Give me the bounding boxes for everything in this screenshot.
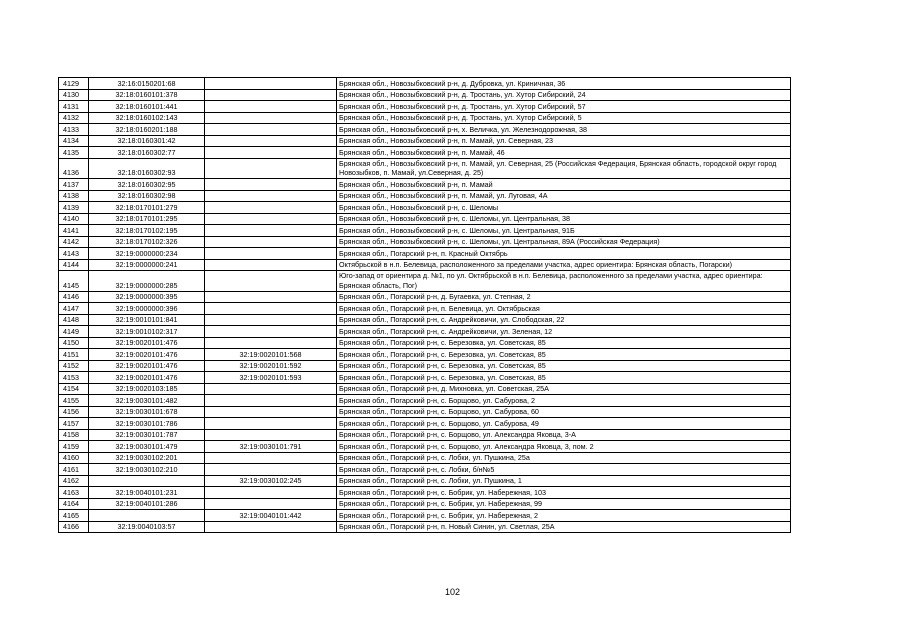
table-row [59, 395, 791, 407]
row-number: 4157 [59, 418, 89, 430]
cadastral-number: 32:19:0030101:482 [89, 395, 205, 407]
table-row [59, 78, 791, 90]
row-number: 4132 [59, 112, 89, 124]
row-number: 4136 [59, 158, 89, 179]
cadastral-number: 32:18:0170101:295 [89, 213, 205, 225]
row-number: 4130 [59, 89, 89, 101]
row-number: 4145 [59, 271, 89, 292]
address: Брянская обл., Погарский р-н, с. Березовка, ул. Советская, 85 [337, 372, 791, 384]
cadastral-number: 32:18:0160302:95 [89, 179, 205, 191]
table-row [59, 202, 791, 214]
address: Брянская обл., Погарский р-н, с. Лобки, ул. Пушкина, 25а [337, 452, 791, 464]
row-number: 4151 [59, 349, 89, 361]
cadastral-number: 32:18:0160301:42 [89, 135, 205, 147]
address: Брянская обл., Погарский р-н, д. Бугаевка, ул. Степная, 2 [337, 291, 791, 303]
address: Брянская обл., Погарский р-н, с. Андрейковичи, ул. Слободская, 22 [337, 314, 791, 326]
cadastral-number: 32:19:0040103:57 [89, 521, 205, 533]
table-row [59, 360, 791, 372]
linked-cadastral-number [205, 158, 337, 179]
cadastral-number: 32:18:0160201:188 [89, 124, 205, 136]
row-number: 4161 [59, 464, 89, 476]
row-number: 4131 [59, 101, 89, 113]
cadastral-number: 32:19:0010102:317 [89, 326, 205, 338]
linked-cadastral-number [205, 112, 337, 124]
table-row [59, 441, 791, 453]
row-number: 4166 [59, 521, 89, 533]
address: Брянская обл., Новозыбковский р-н, с. Шеломы [337, 202, 791, 214]
table-row [59, 303, 791, 315]
row-number: 4149 [59, 326, 89, 338]
address: Брянская обл., Новозыбковский р-н, д. Дубровка, ул. Криничная, 36 [337, 78, 791, 90]
table-row [59, 213, 791, 225]
linked-cadastral-number [205, 291, 337, 303]
table-row [59, 158, 791, 179]
cadastral-number [89, 510, 205, 522]
row-number: 4164 [59, 498, 89, 510]
row-number: 4153 [59, 372, 89, 384]
address: Брянская обл., Новозыбковский р-н, п. Мамай, 46 [337, 147, 791, 159]
table-row [59, 383, 791, 395]
address: Брянская обл., Погарский р-н, с. Березовка, ул. Советская, 85 [337, 337, 791, 349]
cadastral-number: 32:18:0170101:279 [89, 202, 205, 214]
row-number: 4144 [59, 259, 89, 271]
cadastral-number: 32:18:0160101:441 [89, 101, 205, 113]
table-row [59, 487, 791, 499]
address: Брянская обл., Погарский р-н, с. Борщово, ул. Александра Яковца, 3-А [337, 429, 791, 441]
linked-cadastral-number [205, 452, 337, 464]
address: Брянская обл., Новозыбковский р-н, п. Мамай [337, 179, 791, 191]
linked-cadastral-number [205, 271, 337, 292]
linked-cadastral-number [205, 202, 337, 214]
row-number: 4135 [59, 147, 89, 159]
table-row [59, 406, 791, 418]
address: Брянская обл., Погарский р-н, с. Бобрик, ул. Набережная, 103 [337, 487, 791, 499]
cadastral-number: 32:18:0170102:195 [89, 225, 205, 237]
table-row [59, 475, 791, 487]
linked-cadastral-number [205, 314, 337, 326]
row-number: 4129 [59, 78, 89, 90]
address: Брянская обл., Погарский р-н, с. Бобрик, ул. Набережная, 99 [337, 498, 791, 510]
address: Брянская обл., Новозыбковский р-н, п. Мамай, ул. Северная, 25 (Российская Федерация, Брянская область, городской округ город Новозыбков, п. Мамай, ул.Северная, д. 25) [337, 158, 791, 179]
cadastral-number: 32:18:0170102:326 [89, 236, 205, 248]
cadastral-number: 32:19:0020103:185 [89, 383, 205, 395]
row-number: 4133 [59, 124, 89, 136]
table-row [59, 521, 791, 533]
table-row [59, 418, 791, 430]
linked-cadastral-number [205, 179, 337, 191]
linked-cadastral-number [205, 213, 337, 225]
table-row [59, 337, 791, 349]
linked-cadastral-number: 32:19:0030102:245 [205, 475, 337, 487]
cadastral-number: 32:18:0160302:98 [89, 190, 205, 202]
table-row [59, 124, 791, 136]
cadastral-number: 32:19:0030101:786 [89, 418, 205, 430]
linked-cadastral-number: 32:19:0030101:791 [205, 441, 337, 453]
cadastral-number: 32:18:0160101:378 [89, 89, 205, 101]
address: Брянская обл., Погарский р-н, с. Андрейковичи, ул. Зеленая, 12 [337, 326, 791, 338]
cadastral-number: 32:19:0030102:201 [89, 452, 205, 464]
row-number: 4160 [59, 452, 89, 464]
linked-cadastral-number [205, 248, 337, 260]
linked-cadastral-number [205, 418, 337, 430]
cadastral-number: 32:19:0020101:476 [89, 337, 205, 349]
linked-cadastral-number [205, 326, 337, 338]
cadastral-number: 32:18:0160302:77 [89, 147, 205, 159]
row-number: 4158 [59, 429, 89, 441]
table-row [59, 464, 791, 476]
cadastral-number: 32:19:0000000:241 [89, 259, 205, 271]
address: Брянская обл., Новозыбковский р-н, п. Мамай, ул. Северная, 23 [337, 135, 791, 147]
cadastral-number: 32:19:0040101:231 [89, 487, 205, 499]
linked-cadastral-number [205, 236, 337, 248]
linked-cadastral-number [205, 406, 337, 418]
row-number: 4165 [59, 510, 89, 522]
linked-cadastral-number [205, 78, 337, 90]
linked-cadastral-number [205, 225, 337, 237]
row-number: 4154 [59, 383, 89, 395]
cadastral-number: 32:19:0030102:210 [89, 464, 205, 476]
row-number: 4150 [59, 337, 89, 349]
address: Брянская обл., Новозыбковский р-н, д. Тростань, ул. Хутор Сибирский, 5 [337, 112, 791, 124]
address: Брянская обл., Новозыбковский р-н, с. Шеломы, ул. Центральная, 38 [337, 213, 791, 225]
table-row [59, 248, 791, 260]
table-row [59, 259, 791, 271]
address: Брянская обл., Новозыбковский р-н, д. Тростань, ул. Хутор Сибирский, 24 [337, 89, 791, 101]
linked-cadastral-number [205, 464, 337, 476]
table-row [59, 236, 791, 248]
table-row [59, 271, 791, 292]
row-number: 4138 [59, 190, 89, 202]
table-row [59, 291, 791, 303]
address: Брянская обл., Новозыбковский р-н, п. Мамай, ул. Луговая, 4А [337, 190, 791, 202]
cadastral-number [89, 475, 205, 487]
address: Юго-запад от ориентира д. №1, по ул. Октябрьской в н.п. Белевица, расположенного за пределами участка, адрес ориентира: Брянская область, Пог) [337, 271, 791, 292]
table-row [59, 326, 791, 338]
linked-cadastral-number [205, 487, 337, 499]
cadastral-number: 32:19:0010101:841 [89, 314, 205, 326]
address: Брянская обл., Погарский р-н, с. Борщово, ул. Сабурова, 2 [337, 395, 791, 407]
table-row [59, 135, 791, 147]
address: Брянская обл., Погарский р-н, с. Лобки, б/н№5 [337, 464, 791, 476]
address: Октябрьской в н.п. Белевица, расположенного за пределами участка, адрес ориентира: Брянская область, Погарски) [337, 259, 791, 271]
table-row [59, 147, 791, 159]
row-number: 4147 [59, 303, 89, 315]
linked-cadastral-number [205, 190, 337, 202]
row-number: 4156 [59, 406, 89, 418]
linked-cadastral-number: 32:19:0020101:568 [205, 349, 337, 361]
table-row [59, 452, 791, 464]
row-number: 4143 [59, 248, 89, 260]
cadastral-number: 32:19:0030101:787 [89, 429, 205, 441]
cadastral-number: 32:19:0030101:479 [89, 441, 205, 453]
row-number: 4141 [59, 225, 89, 237]
cadastral-number: 32:19:0000000:234 [89, 248, 205, 260]
row-number: 4163 [59, 487, 89, 499]
cadastral-number: 32:16:0150201:68 [89, 78, 205, 90]
cadastral-table [58, 77, 791, 533]
table-row [59, 225, 791, 237]
linked-cadastral-number [205, 395, 337, 407]
cadastral-number: 32:19:0020101:476 [89, 360, 205, 372]
table-row [59, 498, 791, 510]
table-row [59, 372, 791, 384]
cadastral-number: 32:19:0020101:476 [89, 372, 205, 384]
table-row [59, 429, 791, 441]
row-number: 4142 [59, 236, 89, 248]
table-row [59, 349, 791, 361]
cadastral-number: 32:19:0000000:395 [89, 291, 205, 303]
table-row [59, 112, 791, 124]
linked-cadastral-number [205, 147, 337, 159]
linked-cadastral-number: 32:19:0040101:442 [205, 510, 337, 522]
address: Брянская обл., Погарский р-н, с. Березовка, ул. Советская, 85 [337, 349, 791, 361]
table-row [59, 179, 791, 191]
address: Брянская обл., Новозыбковский р-н, д. Тростань, ул. Хутор Сибирский, 57 [337, 101, 791, 113]
row-number: 4159 [59, 441, 89, 453]
row-number: 4155 [59, 395, 89, 407]
cadastral-number: 32:18:0160102:143 [89, 112, 205, 124]
linked-cadastral-number [205, 337, 337, 349]
row-number: 4137 [59, 179, 89, 191]
linked-cadastral-number: 32:19:0020101:592 [205, 360, 337, 372]
address: Брянская обл., Погарский р-н, с. Бобрик, ул. Набережная, 2 [337, 510, 791, 522]
linked-cadastral-number [205, 124, 337, 136]
address: Брянская обл., Погарский р-н, с. Борщово, ул. Сабурова, 60 [337, 406, 791, 418]
row-number: 4146 [59, 291, 89, 303]
cadastral-number: 32:19:0020101:476 [89, 349, 205, 361]
address: Брянская обл., Новозыбковский р-н, с. Шеломы, ул. Центральная, 89А (Российская Федерация) [337, 236, 791, 248]
row-number: 4139 [59, 202, 89, 214]
address: Брянская обл., Погарский р-н, д. Михновка, ул. Советская, 25А [337, 383, 791, 395]
table-body [59, 78, 791, 533]
linked-cadastral-number [205, 135, 337, 147]
address: Брянская обл., Погарский р-н, с. Борщово, ул. Александра Яковца, 3, пом. 2 [337, 441, 791, 453]
table-row [59, 101, 791, 113]
linked-cadastral-number [205, 303, 337, 315]
row-number: 4134 [59, 135, 89, 147]
linked-cadastral-number [205, 383, 337, 395]
address: Брянская обл., Погарский р-н, с. Березовка, ул. Советская, 85 [337, 360, 791, 372]
row-number: 4148 [59, 314, 89, 326]
linked-cadastral-number [205, 521, 337, 533]
linked-cadastral-number [205, 89, 337, 101]
address: Брянская обл., Новозыбковский р-н, с. Шеломы, ул. Центральная, 91Б [337, 225, 791, 237]
table-row [59, 510, 791, 522]
table-row [59, 190, 791, 202]
linked-cadastral-number [205, 429, 337, 441]
row-number: 4140 [59, 213, 89, 225]
linked-cadastral-number [205, 259, 337, 271]
linked-cadastral-number: 32:19:0020101:593 [205, 372, 337, 384]
address: Брянская обл., Погарский р-н, п. Белевица, ул. Октябрьская [337, 303, 791, 315]
address: Брянская обл., Погарский р-н, с. Борщово, ул. Сабурова, 49 [337, 418, 791, 430]
row-number: 4162 [59, 475, 89, 487]
cadastral-number: 32:19:0040101:286 [89, 498, 205, 510]
page-number: 102 [444, 587, 461, 597]
address: Брянская обл., Новозыбковский р-н, х. Величка, ул. Железнодорожная, 38 [337, 124, 791, 136]
cadastral-number: 32:19:0000000:396 [89, 303, 205, 315]
linked-cadastral-number [205, 101, 337, 113]
cadastral-number: 32:18:0160302:93 [89, 158, 205, 179]
address: Брянская обл., Погарский р-н, п. Новый Синин, ул. Светлая, 25А [337, 521, 791, 533]
address: Брянская обл., Погарский р-н, с. Лобки, ул. Пушкина, 1 [337, 475, 791, 487]
cadastral-number: 32:19:0000000:285 [89, 271, 205, 292]
address: Брянская обл., Погарский р-н, п. Красный Октябрь [337, 248, 791, 260]
linked-cadastral-number [205, 498, 337, 510]
cadastral-number: 32:19:0030101:678 [89, 406, 205, 418]
table-row [59, 89, 791, 101]
row-number: 4152 [59, 360, 89, 372]
table-row [59, 314, 791, 326]
